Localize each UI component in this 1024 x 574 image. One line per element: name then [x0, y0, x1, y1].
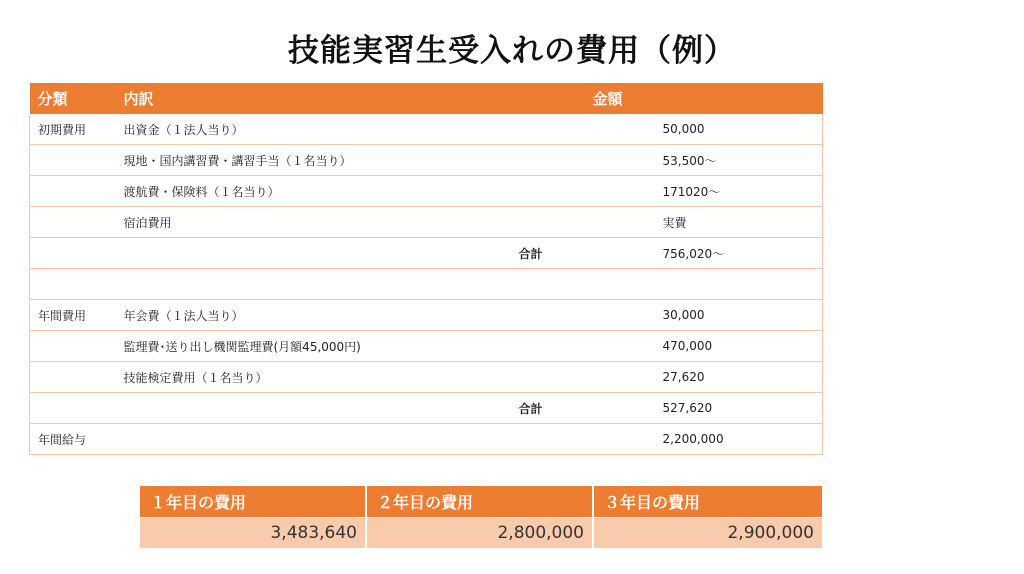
yearly-value-row: [140, 517, 822, 548]
table-header-row: [30, 83, 823, 114]
yearly-value-year-1: 3,483,640: [140, 517, 367, 548]
yearly-header-row: [140, 486, 822, 517]
table-row: [30, 269, 823, 300]
row-category: [30, 207, 116, 238]
table-row: [30, 114, 823, 145]
row-category: 年間給与: [30, 424, 116, 455]
row-detail: 渡航費・保険料（１名当り）: [116, 176, 496, 207]
row-amount: 470,000: [655, 331, 823, 362]
header-amount-label: 金額: [592, 90, 623, 108]
row-subtotal-label: 合計: [496, 238, 655, 269]
row-category: [30, 331, 116, 362]
row-subtotal-label: [496, 145, 655, 176]
row-amount: 527,620: [655, 393, 823, 424]
row-detail: 技能検定費用（１名当り）: [116, 362, 496, 393]
row-subtotal-label: [496, 331, 655, 362]
table-row: [30, 331, 823, 362]
row-amount: 27,620: [655, 362, 823, 393]
cost-table-body: [30, 114, 823, 455]
cost-breakdown-table: [29, 83, 823, 455]
yearly-value-year-3: 2,900,000: [594, 517, 822, 548]
yearly-header-year-3: ３年目の費用: [594, 486, 822, 517]
row-amount: [655, 269, 823, 300]
yearly-header-year-1: １年目の費用: [140, 486, 367, 517]
row-detail: [116, 269, 496, 300]
row-amount: 171020～: [655, 176, 823, 207]
yearly-cost-table: [140, 486, 822, 548]
row-subtotal-label: [496, 269, 655, 300]
row-amount: 実費: [655, 207, 823, 238]
row-category: [30, 269, 116, 300]
yearly-header-year-2: ２年目の費用: [367, 486, 594, 517]
row-amount: 50,000: [655, 114, 823, 145]
header-category: 分類: [30, 83, 116, 114]
table-row: [30, 362, 823, 393]
table-row: [30, 207, 823, 238]
row-subtotal-label: [496, 300, 655, 331]
row-category: [30, 238, 116, 269]
row-amount: 2,200,000: [655, 424, 823, 455]
row-subtotal-label: 合計: [496, 393, 655, 424]
row-subtotal-label: [496, 114, 655, 145]
row-subtotal-label: [496, 176, 655, 207]
row-detail: [116, 238, 496, 269]
header-amount: [592, 83, 823, 114]
row-detail: 出資金（１法人当り）: [116, 114, 496, 145]
row-category: 初期費用: [30, 114, 116, 145]
row-amount: 756,020～: [655, 238, 823, 269]
header-detail: 内訳: [116, 83, 496, 114]
row-detail: 監理費･送り出し機関監理費(月額45,000円): [116, 331, 496, 362]
row-subtotal-label: [496, 207, 655, 238]
row-amount: 30,000: [655, 300, 823, 331]
table-row: [30, 238, 823, 269]
table-row: [30, 176, 823, 207]
row-category: [30, 145, 116, 176]
row-subtotal-label: [496, 424, 655, 455]
yearly-value-year-2: 2,800,000: [367, 517, 594, 548]
row-detail: [116, 393, 496, 424]
row-category: [30, 393, 116, 424]
row-detail: 年会費（１法人当り）: [116, 300, 496, 331]
row-subtotal-label: [496, 362, 655, 393]
row-category: [30, 176, 116, 207]
row-detail: 宿泊費用: [116, 207, 496, 238]
table-row: [30, 145, 823, 176]
row-category: 年間費用: [30, 300, 116, 331]
table-row: [30, 424, 823, 455]
row-detail: [116, 424, 496, 455]
table-row: [30, 393, 823, 424]
page-title: 技能実習生受入れの費用（例）: [288, 33, 736, 69]
row-category: [30, 362, 116, 393]
row-detail: 現地・国内講習費・講習手当（１名当り）: [116, 145, 496, 176]
row-amount: 53,500～: [655, 145, 823, 176]
table-row: [30, 300, 823, 331]
header-spacer: [496, 83, 655, 114]
